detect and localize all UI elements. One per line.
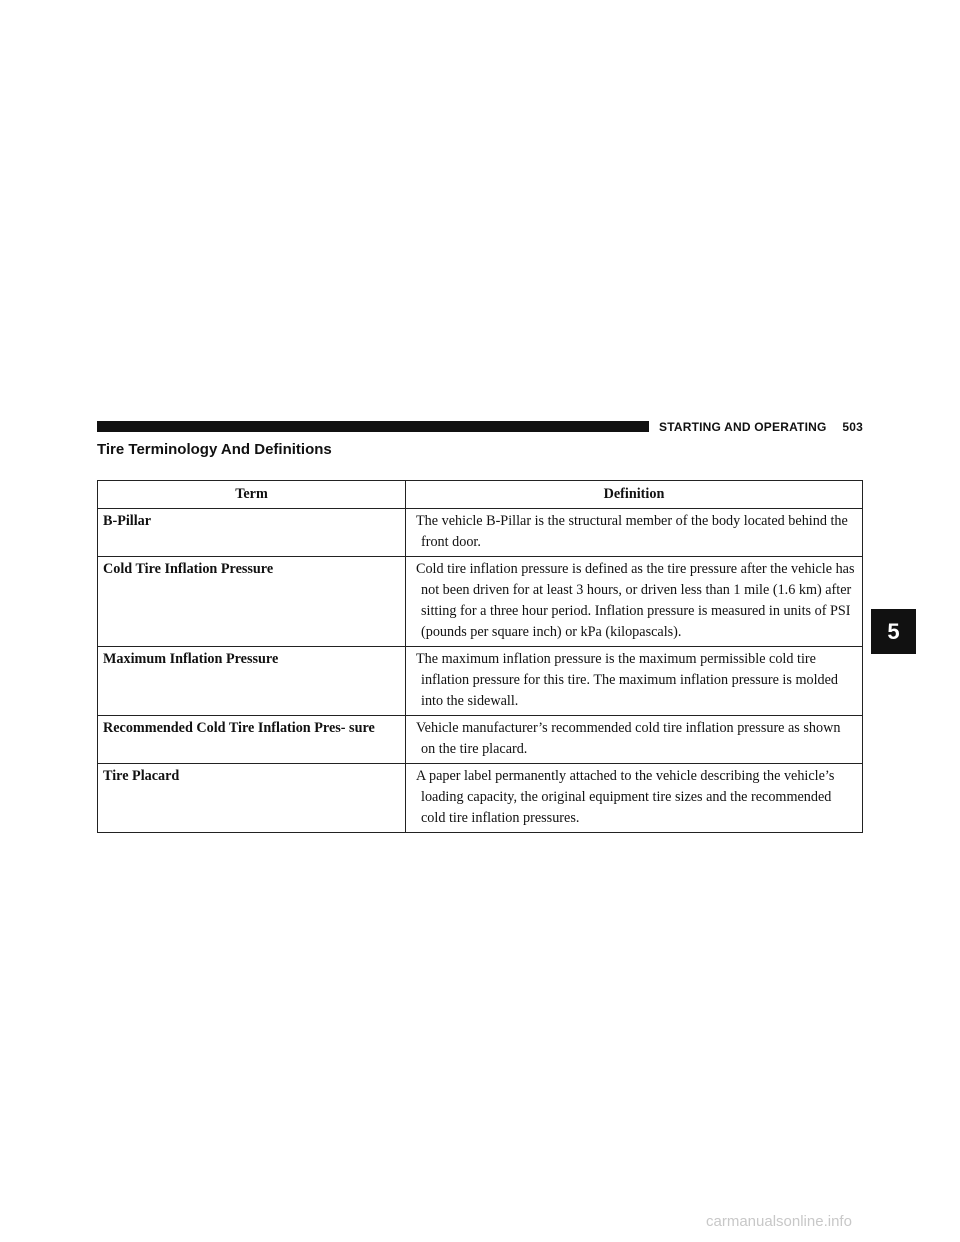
table-row <box>98 557 863 647</box>
column-header-definition: Definition <box>406 481 863 509</box>
term-cell: Cold Tire Inflation Pressure <box>98 557 406 647</box>
definition-text: A paper label permanently attached to the vehicle describing the vehicle’s loading capacity, the original equipment tire sizes and the recommended cold tire inflation pressures. <box>416 768 835 826</box>
definition-cell <box>406 509 863 557</box>
definition-cell <box>406 764 863 833</box>
table-row <box>98 764 863 833</box>
terminology-table <box>97 480 863 833</box>
running-head-section: STARTING AND OPERATING <box>659 420 827 434</box>
running-head <box>659 419 863 435</box>
definition-cell <box>406 557 863 647</box>
term-cell: Recommended Cold Tire Inflation Pres- sure <box>98 716 406 764</box>
definition-cell <box>406 716 863 764</box>
page-number: 503 <box>842 420 863 434</box>
watermark: carmanualsonline.info <box>706 1213 852 1230</box>
definition-cell <box>406 647 863 716</box>
table-row <box>98 716 863 764</box>
term-cell: Maximum Inflation Pressure <box>98 647 406 716</box>
section-title: Tire Terminology And Definitions <box>97 441 332 458</box>
chapter-tab: 5 <box>871 609 916 654</box>
table-row <box>98 509 863 557</box>
definition-text: Cold tire inflation pressure is defined as the tire pressure after the vehicle has not been driven for at least 3 hours, or driven less than 1 mile (1.6 km) after sitting for a three hour period. Inflation pressure is measured in units of PSI (pounds per square inch) or kPa (kilopascals). <box>416 561 855 640</box>
term-cell: Tire Placard <box>98 764 406 833</box>
column-header-term: Term <box>98 481 406 509</box>
definition-text: The vehicle B-Pillar is the structural member of the body located behind the front door. <box>416 513 848 550</box>
table-row <box>98 647 863 716</box>
definition-text: The maximum inflation pressure is the maximum permissible cold tire inflation pressure for this tire. The maximum inflation pressure is molded into the sidewall. <box>416 651 839 709</box>
header-rule <box>97 421 649 432</box>
definition-text: Vehicle manufacturer’s recommended cold tire inflation pressure as shown on the tire placard. <box>416 720 841 757</box>
term-cell: B-Pillar <box>98 509 406 557</box>
table-header-row <box>98 481 863 509</box>
